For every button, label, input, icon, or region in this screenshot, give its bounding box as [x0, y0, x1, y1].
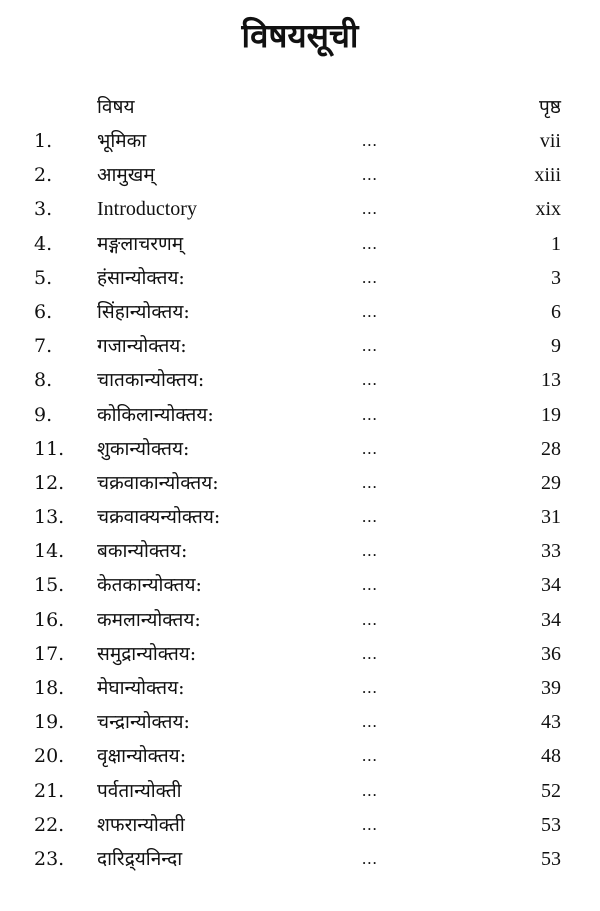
entry-page-number: 34 [541, 608, 561, 631]
entry-leader-dots: ... [362, 131, 378, 150]
entry-number: 18. [34, 677, 65, 699]
entry-page-number: 52 [541, 779, 561, 802]
entry-page-number: 33 [541, 540, 561, 563]
entry-subject: मेघान्योक्तय: [97, 677, 185, 699]
entry-subject: आमुखम् [97, 164, 155, 187]
contents-list [0, 124, 600, 876]
entry-leader-dots: ... [362, 507, 378, 527]
entry-number: 6. [34, 300, 53, 323]
entry-subject: कमलान्योक्तय: [97, 608, 201, 631]
contents-entry [0, 192, 600, 226]
entry-page-number: 36 [541, 642, 561, 665]
entry-leader-dots: ... [362, 165, 378, 185]
entry-leader-dots: ... [362, 301, 378, 321]
entry-page-number: 13 [541, 369, 561, 392]
entry-subject: Introductory [97, 198, 197, 221]
entry-page-number: 6 [551, 300, 561, 323]
entry-page-number: 43 [541, 711, 561, 734]
contents-entry [0, 671, 600, 705]
entry-subject: चन्द्रान्योक्तय: [97, 711, 190, 734]
contents-entry [0, 534, 600, 568]
entry-subject: चक्रवाकान्योक्तय: [97, 471, 219, 494]
entry-leader-dots: ... [362, 609, 378, 629]
entry-leader-dots: ... [362, 404, 378, 424]
entry-subject: पर्वतान्योक्ती [97, 779, 182, 802]
entry-page-number: 1 [551, 232, 561, 255]
entry-number: 8. [34, 369, 53, 392]
contents-entry [0, 568, 600, 602]
entry-subject: चक्रवाक्यन्योक्तय: [97, 506, 221, 529]
entry-page-number: 19 [541, 403, 561, 426]
column-header-row [0, 93, 600, 121]
contents-entry [0, 739, 600, 773]
contents-entry [0, 705, 600, 739]
entry-leader-dots: ... [362, 438, 378, 458]
entry-number: 4. [34, 232, 53, 255]
entry-subject: भूमिका [97, 130, 147, 152]
contents-entry [0, 329, 600, 363]
entry-leader-dots: ... [362, 746, 378, 766]
entry-page-number: 28 [541, 437, 561, 460]
entry-leader-dots: ... [362, 370, 378, 390]
entry-subject: केतकान्योक्तय: [97, 574, 202, 597]
page-title: विषयसूची [241, 16, 359, 55]
entry-number: 15. [34, 574, 65, 597]
entry-leader-dots: ... [362, 712, 378, 732]
entry-number: 11. [34, 437, 65, 460]
contents-entry [0, 398, 600, 432]
contents-entry [0, 842, 600, 876]
contents-entry [0, 158, 600, 192]
entry-page-number: vii [539, 130, 561, 152]
entry-subject: वृक्षान्योक्तय: [97, 745, 187, 768]
entry-leader-dots: ... [362, 233, 378, 253]
entry-number: 14. [34, 540, 65, 563]
entry-leader-dots: ... [362, 575, 378, 595]
entry-leader-dots: ... [362, 814, 378, 834]
contents-entry [0, 295, 600, 329]
entry-leader-dots: ... [362, 643, 378, 663]
entry-subject: गजान्योक्तय: [97, 335, 187, 358]
entry-subject: समुद्रान्योक्तय: [97, 642, 197, 665]
entry-page-number: xix [535, 198, 561, 221]
entry-number: 23. [34, 847, 65, 870]
entry-number: 17. [34, 642, 65, 665]
entry-subject: कोकिलान्योक्तय: [97, 403, 214, 426]
entry-leader-dots: ... [362, 848, 378, 868]
contents-entry [0, 603, 600, 637]
entry-page-number: 29 [541, 471, 561, 494]
entry-subject: शफरान्योक्ती [97, 813, 185, 836]
entry-leader-dots: ... [362, 541, 378, 561]
entry-leader-dots: ... [362, 780, 378, 800]
contents-entry [0, 500, 600, 534]
contents-entry [0, 637, 600, 671]
subject-column-header: विषय [97, 96, 135, 118]
entry-page-number: 48 [541, 745, 561, 768]
entry-page-number: 53 [541, 847, 561, 870]
entry-number: 3. [34, 198, 53, 221]
contents-entry [0, 261, 600, 295]
entry-leader-dots: ... [362, 472, 378, 492]
entry-page-number: 9 [551, 335, 561, 358]
contents-entry [0, 432, 600, 466]
entry-page-number: 31 [541, 506, 561, 529]
contents-entry [0, 808, 600, 842]
contents-entry [0, 227, 600, 261]
page-column-header: पृष्ठ [539, 96, 561, 118]
entry-subject: बकान्योक्तय: [97, 540, 188, 563]
entry-number: 5. [34, 266, 53, 289]
entry-page-number: 53 [541, 813, 561, 836]
entry-number: 7. [34, 335, 53, 358]
entry-number: 16. [34, 608, 65, 631]
entry-subject: शुकान्योक्तय: [97, 437, 190, 460]
entry-page-number: 39 [541, 677, 561, 699]
entry-number: 1. [34, 130, 53, 152]
entry-subject: हंसान्योक्तय: [97, 266, 185, 289]
entry-number: 2. [34, 164, 53, 187]
entry-page-number: xiii [534, 164, 561, 187]
entry-subject: सिंहान्योक्तय: [97, 300, 190, 323]
entry-number: 9. [34, 403, 53, 426]
entry-leader-dots: ... [362, 199, 378, 219]
entry-subject: चातकान्योक्तय: [97, 369, 205, 392]
entry-number: 19. [34, 711, 65, 734]
entry-subject: दारिद्र्यनिन्दा [97, 847, 183, 870]
entry-number: 22. [34, 813, 65, 836]
contents-entry [0, 124, 600, 158]
entry-page-number: 34 [541, 574, 561, 597]
contents-entry [0, 774, 600, 808]
entry-leader-dots: ... [362, 336, 378, 356]
entry-number: 21. [34, 779, 65, 802]
entry-number: 13. [34, 506, 65, 529]
entry-subject: मङ्गलाचरणम् [97, 232, 184, 255]
entry-leader-dots: ... [362, 678, 378, 697]
contents-entry [0, 363, 600, 397]
entry-number: 12. [34, 471, 65, 494]
entry-number: 20. [34, 745, 65, 768]
entry-page-number: 3 [551, 266, 561, 289]
contents-entry [0, 466, 600, 500]
entry-leader-dots: ... [362, 267, 378, 287]
